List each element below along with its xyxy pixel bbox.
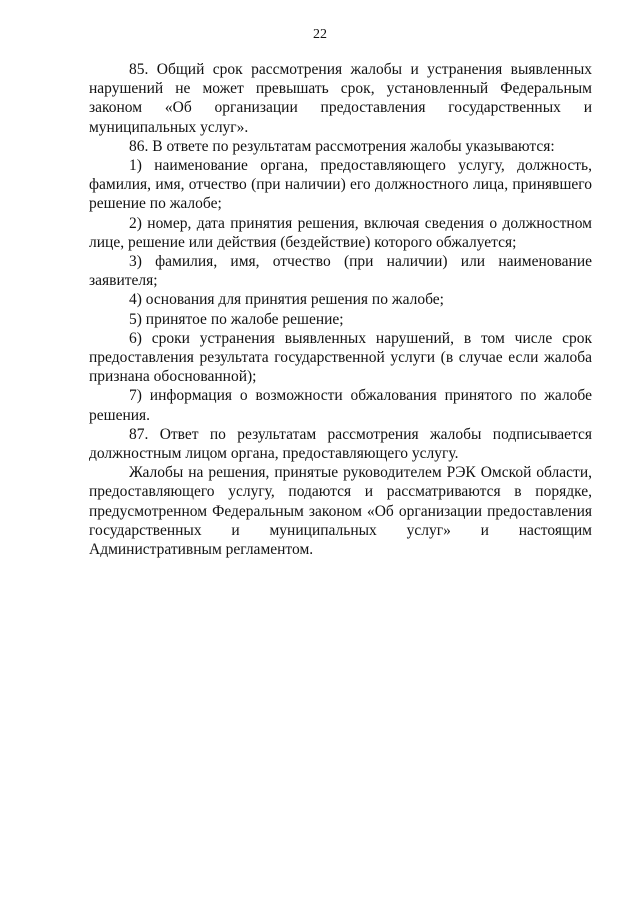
list-item-86-5: 5) принятое по жалобе решение; (129, 310, 344, 328)
paragraph-86: 86. В ответе по результатам рассмотрения жалобы указываются: (129, 137, 555, 155)
page-number: 22 (313, 27, 327, 42)
list-item-86-1: 1) наименование органа, предоставляющего услугу, должность, фамилия, имя, отчество (при наличии) его должностного лица, принявшего решение по жалобе; (89, 157, 592, 213)
list-item-86-3: 3) фамилия, имя, отчество (при наличии) или наименование заявителя; (89, 253, 592, 290)
list-item-86-7: 7) информация о возможности обжалования принятого по жалобе решения. (89, 387, 592, 424)
paragraph-87: 87. Ответ по результатам рассмотрения жалобы подписывается должностным лицом органа, предоставляющего услугу. (89, 425, 592, 463)
paragraph-85: 85. Общий срок рассмотрения жалобы и устранения выявленных нарушений не может превышать срок, установленный Федеральным законом «Об организации предоставления государственных и муниципальных услуг». (89, 61, 592, 136)
list-item-86-4: 4) основания для принятия решения по жалобе; (129, 291, 444, 309)
list-item-86-6: 6) сроки устранения выявленных нарушений, в том числе срок предоставления результата государственной услуги (в случае если жалоба признана обоснованной); (89, 329, 592, 386)
list-item-86-2: 2) номер, дата принятия решения, включая сведения о должностном лице, решение или действия (бездействие) которого обжалуется; (89, 214, 592, 251)
paragraph-complaints-procedure: Жалобы на решения, принятые руководителем РЭК Омской области, предоставляющего услугу, подаются и рассматриваются в порядке, предусмотренном Федеральным законом «Об организации предоставления государственных и муниципальных услуг» и настоящим Административным регламентом. (89, 464, 592, 559)
document-body (89, 60, 592, 559)
